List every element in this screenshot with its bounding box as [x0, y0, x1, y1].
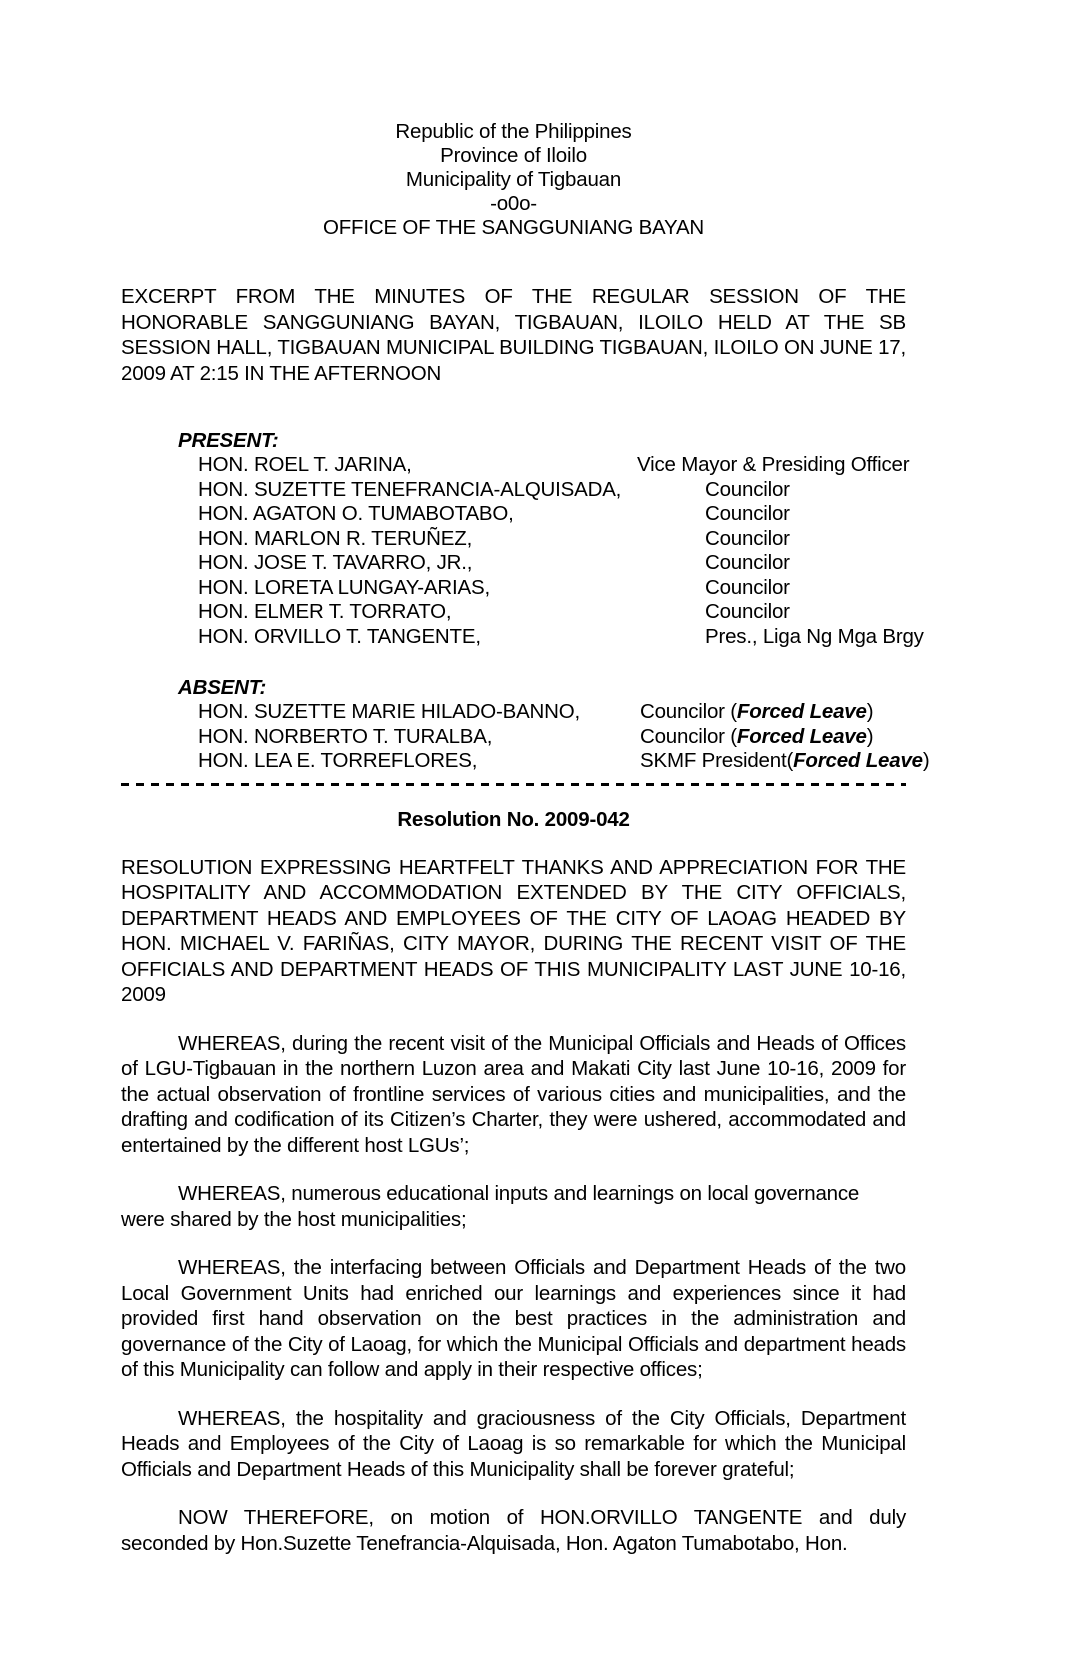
absent-row: [198, 725, 906, 750]
absent-row: [198, 749, 930, 774]
whereas-paragraph-4: WHEREAS, the hospitality and graciousness of the City Officials, Department Heads and Employees of the City of Laoag is so remarkable for which the Municipal Officials and Department Heads of this Municipality shall be forever grateful;: [121, 1406, 906, 1481]
header-line-republic: Republic of the Philippines: [395, 120, 632, 143]
member-position: Vice Mayor & Presiding Officer: [637, 453, 910, 476]
header-line-municipality: Municipality of Tigbauan: [405, 168, 622, 191]
member-position: Councilor: [705, 526, 790, 550]
absent-row: [198, 700, 906, 725]
position-prefix: Councilor (: [640, 724, 737, 748]
document-header: [121, 120, 906, 240]
member-name: HON. MARLON R. TERUÑEZ,: [198, 526, 473, 550]
whereas-paragraph-2: WHEREAS, numerous educational inputs and learnings on local governance were shared by the host municipalities;: [121, 1182, 860, 1231]
present-row: [198, 478, 906, 503]
header-line-office: OFFICE OF THE SANGGUNIANG BAYAN: [322, 216, 705, 239]
position-prefix: SKMF President(: [640, 749, 794, 772]
member-name: HON. ROEL T. JARINA,: [198, 453, 412, 476]
whereas-paragraph-1: WHEREAS, during the recent visit of the Municipal Officials and Heads of Offices of LGU-Tigbauan in the northern Luzon area and Makati City last June 10-16, 2009 for the actual observation of frontline services of various cities and municipalities, and the drafting and codification of its Citizen’s Charter, they were ushered, accommodated and entertained by the different host LGUs’;: [121, 1031, 906, 1157]
present-row: [198, 576, 906, 601]
position-suffix: ): [866, 724, 874, 748]
member-name: HON. LEA E. TORREFLORES,: [198, 749, 478, 772]
position-suffix: ): [866, 700, 874, 723]
excerpt-paragraph: EXCERPT FROM THE MINUTES OF THE REGULAR SESSION OF THE HONORABLE SANGGUNIANG BAYAN, TIGBAUAN, ILOILO HELD AT THE SB SESSION HALL, TIGBAUAN MUNICIPAL BUILDING TIGBAUAN, ILOILO ON JUNE 17, 2009 AT 2:15 IN THE AFTERNOON: [121, 285, 906, 385]
absent-section: [121, 675, 930, 774]
now-therefore-paragraph: NOW THEREFORE, on motion of HON.ORVILLO TANGENTE and duly seconded by Hon.Suzette Tenefrancia-Alquisada, Hon. Agaton Tumabotabo, Hon.: [121, 1506, 906, 1555]
header-line-ornament: -o0o-: [490, 192, 537, 215]
present-label: PRESENT:: [178, 429, 279, 452]
member-name: HON. AGATON O. TUMABOTABO,: [198, 502, 514, 525]
position-suffix: ): [922, 749, 930, 772]
member-name: HON. JOSE T. TAVARRO, JR.,: [198, 551, 473, 574]
member-name: HON. NORBERTO T. TURALBA,: [198, 724, 493, 748]
header-line-province: Province of Iloilo: [440, 144, 587, 167]
member-name: HON. SUZETTE TENEFRANCIA-ALQUISADA,: [198, 477, 622, 501]
member-name: HON. SUZETTE MARIE HILADO-BANNO,: [198, 700, 580, 723]
member-name: HON. ELMER T. TORRATO,: [198, 600, 452, 623]
position-emphasis: Forced Leave: [736, 700, 867, 723]
member-position: Councilor: [705, 575, 790, 599]
member-position: [640, 725, 873, 750]
resolution-title-paragraph: RESOLUTION EXPRESSING HEARTFELT THANKS AND APPRECIATION FOR THE HOSPITALITY AND ACCOMMODATION EXTENDED BY THE CITY OFFICIALS, DEPARTMENT HEADS AND EMPLOYEES OF THE CITY OF LAOAG HEADED BY HON. MICHAEL V. FARIÑAS, CITY MAYOR, DURING THE RECENT VISIT OF THE OFFICIALS AND DEPARTMENT HEADS OF THIS MUNICIPALITY LAST JUNE 10-16, 2009: [121, 855, 906, 1006]
member-position: Councilor: [705, 502, 790, 525]
present-row: [198, 453, 910, 478]
resolution-number: Resolution No. 2009-042: [397, 807, 630, 831]
member-position: [640, 700, 873, 725]
present-row: [198, 624, 924, 650]
position-emphasis: Forced Leave: [736, 724, 867, 748]
absent-label: ABSENT:: [178, 676, 267, 699]
whereas-paragraph-3: WHEREAS, the interfacing between Officials and Department Heads of the two Local Government Units had enriched our learnings and experiences since it had provided first hand observation on the best practices in the administration and governance of the City of Laoag, for which the Municipal Officials and department heads of this Municipality can follow and apply in their respective offices;: [121, 1256, 906, 1381]
member-position: Councilor: [705, 477, 790, 501]
present-row: [198, 527, 906, 552]
position-prefix: Councilor (: [640, 700, 737, 723]
position-emphasis: Forced Leave: [793, 749, 923, 772]
present-row: [198, 551, 906, 576]
present-section: [121, 428, 924, 649]
member-name: HON. LORETA LUNGAY-ARIAS,: [198, 575, 490, 599]
member-position: Pres., Liga Ng Mga Brgy: [705, 624, 924, 648]
member-position: Councilor: [705, 600, 790, 623]
member-position: Councilor: [705, 551, 790, 574]
dashed-separator: [121, 783, 906, 786]
member-name: HON. ORVILLO T. TANGENTE,: [198, 624, 481, 648]
member-position: [640, 749, 930, 774]
present-row: [198, 600, 906, 625]
present-row: [198, 502, 906, 527]
